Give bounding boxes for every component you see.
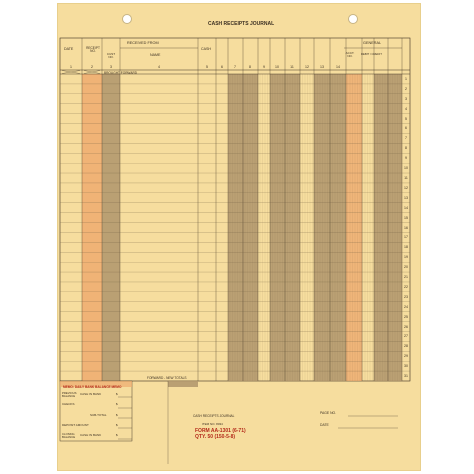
- row-number-28: 28: [404, 344, 408, 349]
- cust-no-shade: [102, 74, 120, 381]
- memo-deposit-amount: DEPOSIT AMOUNT: [62, 423, 89, 427]
- acct-no-shade: [346, 74, 362, 381]
- row-number-20: 20: [404, 265, 408, 270]
- memo-cash-in-bank-2: CASH IN BANK: [80, 433, 102, 437]
- forward-totals-label: FORWARD - NEW TOTALS: [147, 376, 187, 380]
- row-number-11: 11: [404, 175, 408, 180]
- memo-cash-in-bank-1: CASH IN BANK: [80, 392, 102, 396]
- header-date: DATE: [64, 47, 74, 51]
- row-number-26: 26: [404, 324, 408, 329]
- memo-heading: MEMO: DAILY BANK BALANCE MEMO: [63, 385, 122, 389]
- row-number-24: 24: [404, 304, 408, 309]
- row-number-14: 14: [404, 205, 408, 210]
- row-number-19: 19: [404, 255, 408, 260]
- row-number-13: 13: [404, 195, 408, 200]
- journal-sheet: [58, 4, 420, 470]
- column-number-8: 8: [249, 65, 251, 69]
- row-number-9: 9: [405, 156, 407, 161]
- row-number-22: 22: [404, 284, 408, 289]
- row-number-25: 25: [404, 314, 408, 319]
- row-number-16: 16: [404, 225, 408, 230]
- memo-dollar-2: $: [116, 402, 118, 406]
- footer-date: DATE: [320, 423, 329, 427]
- memo-dollar-5: $: [116, 433, 118, 437]
- receipt-no-shade: [82, 74, 102, 381]
- row-number-27: 27: [404, 334, 408, 339]
- memo-dollar-1: $: [116, 392, 118, 396]
- column-number-5: 5: [206, 65, 208, 69]
- header-received-from: RECEIVED FROM: [127, 41, 159, 45]
- totals-stub: [168, 381, 198, 387]
- row-number-1: 1: [405, 76, 407, 81]
- header-cash: CASH: [201, 47, 211, 51]
- memo-previous-balance: PREVIOUS BALANCE: [62, 391, 77, 398]
- header-receipt-no: RECEIPT NO.: [86, 46, 100, 54]
- column-number-3: 3: [110, 65, 112, 69]
- row-number-23: 23: [404, 294, 408, 299]
- row-number-2: 2: [405, 86, 407, 91]
- column-number-10: 10: [275, 65, 279, 69]
- row-number-21: 21: [404, 275, 408, 280]
- row-number-10: 10: [404, 166, 408, 171]
- row-number-5: 5: [405, 116, 407, 121]
- row-number-29: 29: [404, 354, 408, 359]
- row-number-30: 30: [404, 364, 408, 369]
- row-number-6: 6: [405, 126, 407, 131]
- column-number-13: 13: [320, 65, 324, 69]
- memo-closing-balance: CLOSING BALANCE: [62, 432, 76, 439]
- memo-dollar-4: $: [116, 423, 118, 427]
- column-number-14: 14: [336, 65, 340, 69]
- column-number-6: 6: [221, 65, 223, 69]
- column-number-4: 4: [158, 65, 160, 69]
- column-number-11: 11: [290, 65, 294, 69]
- memo-dollar-3: $: [116, 413, 118, 417]
- header-name: NAME: [150, 53, 161, 57]
- column-number-9: 9: [263, 65, 265, 69]
- header-general: GENERAL: [363, 41, 382, 45]
- row-number-31: 31: [404, 374, 408, 379]
- column-number-1: 1: [70, 65, 72, 69]
- header-cust-no: CUST NO.: [106, 52, 116, 59]
- journal-title: CASH RECEIPTS JOURNAL: [208, 21, 275, 27]
- memo-checks: CHECKS: [62, 402, 75, 406]
- memo-sub-total: SUB-TOTAL: [90, 413, 107, 417]
- row-number-17: 17: [404, 235, 408, 240]
- row-number-3: 3: [405, 96, 407, 101]
- footer-item-no: ITEM NO. 8034: [202, 422, 223, 426]
- footer-title: CASH RECEIPTS JOURNAL: [193, 414, 235, 418]
- row-number-8: 8: [405, 146, 407, 151]
- row-number-12: 12: [404, 185, 408, 190]
- header-acct-no: ACCT. NO.: [345, 51, 355, 58]
- header-debit-credit: DEBIT / CREDIT: [361, 52, 382, 56]
- brought-forward-label: BROUGHT FORWARD: [104, 71, 138, 75]
- footer-form-code: FORM AA-1301 (6-71): [195, 428, 246, 434]
- row-number-4: 4: [405, 106, 407, 111]
- row-number-7: 7: [405, 136, 407, 141]
- row-number-18: 18: [404, 245, 408, 250]
- row-number-15: 15: [404, 215, 408, 220]
- footer-page-no: PAGE NO.: [320, 411, 337, 415]
- column-number-7: 7: [234, 65, 236, 69]
- column-number-2: 2: [91, 65, 93, 69]
- column-number-12: 12: [305, 65, 309, 69]
- footer-qty: QTY. 50 (150-5-8): [195, 434, 236, 440]
